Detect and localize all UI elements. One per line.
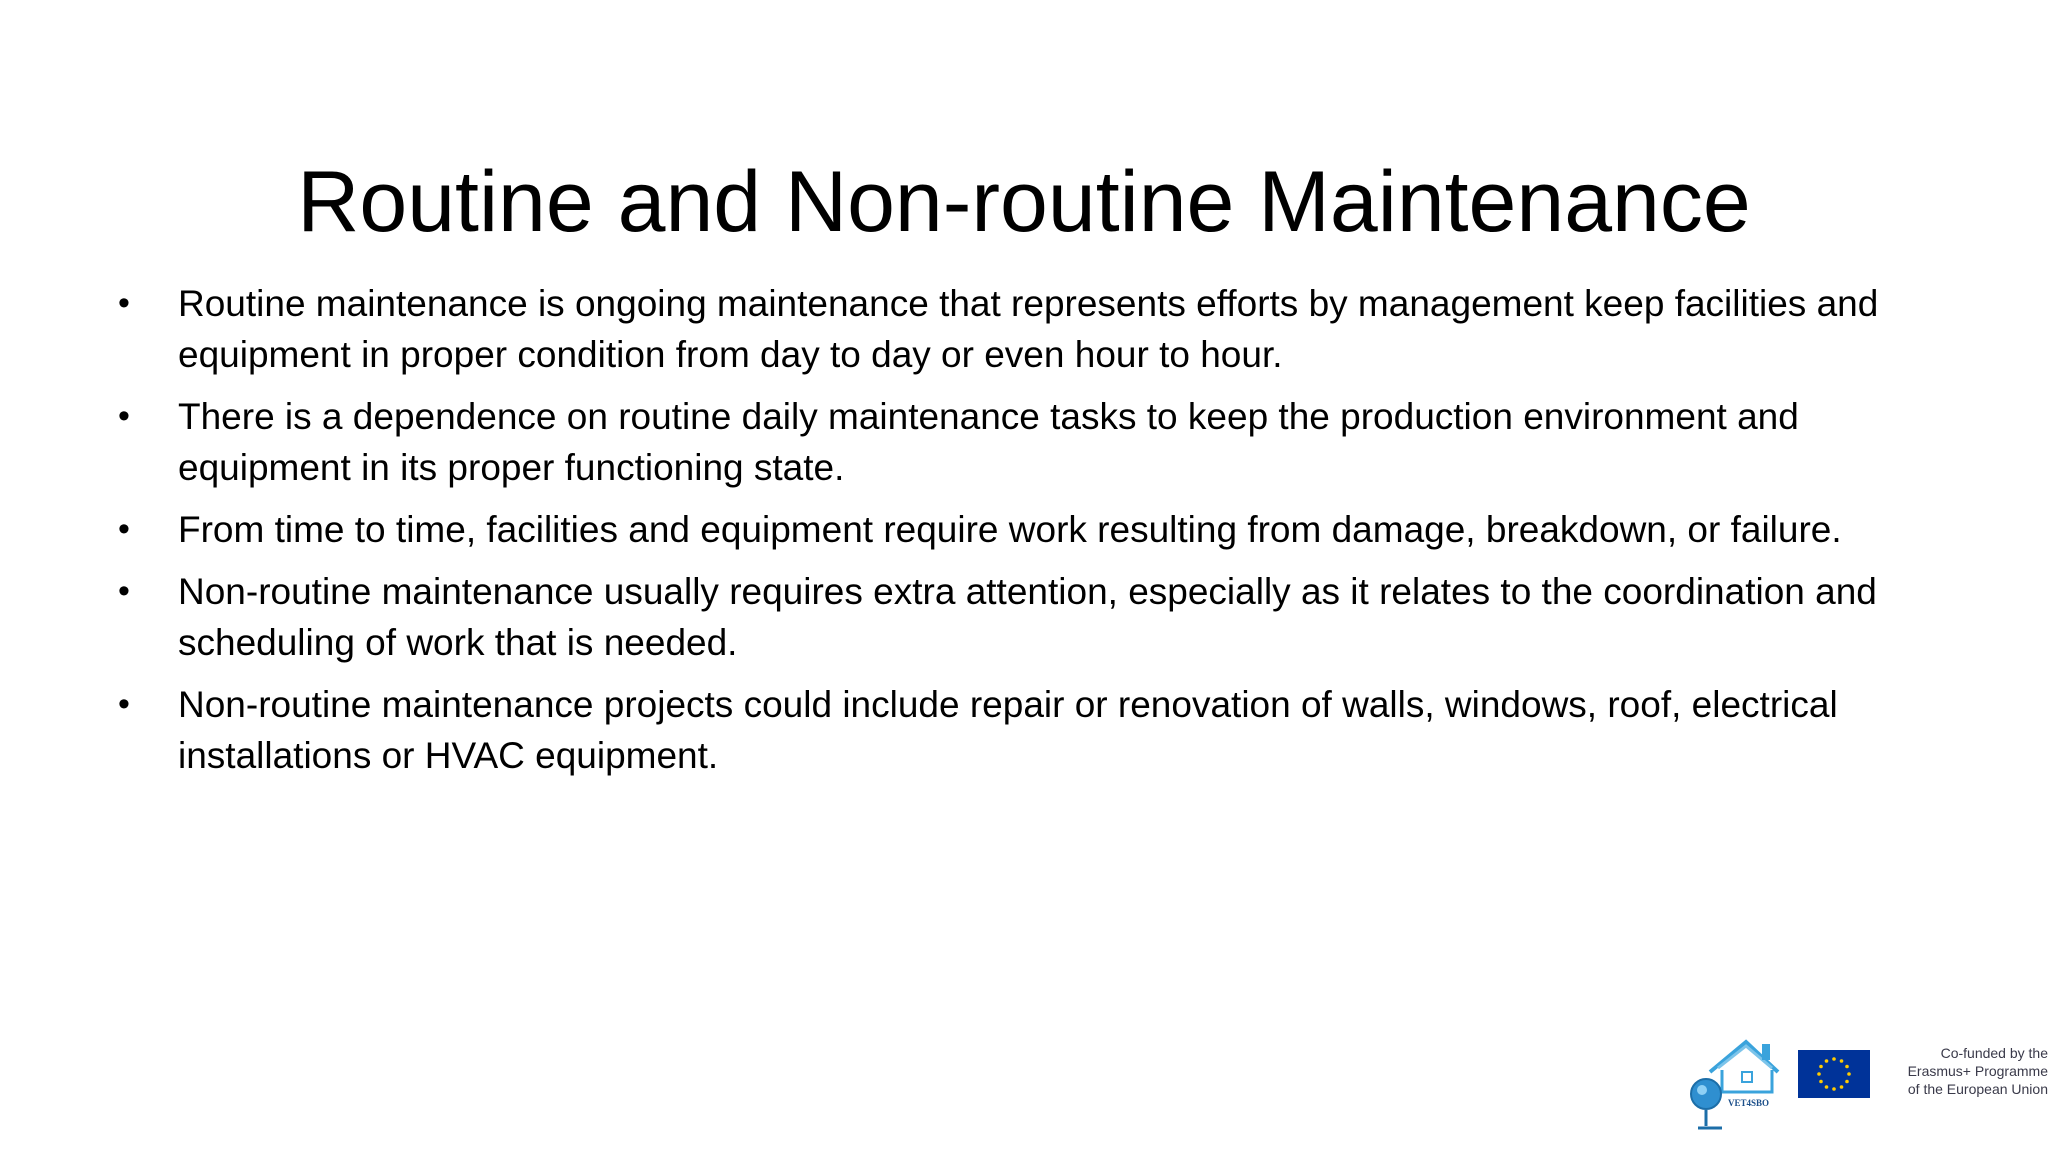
bullet-item <box>116 679 1946 781</box>
eu-text-line: Erasmus+ Programme <box>1907 1063 2048 1079</box>
bullet-icon: • <box>118 284 130 322</box>
bullet-item <box>116 504 1946 555</box>
vet4sbo-logo-icon <box>1688 1034 1784 1134</box>
bullet-item <box>116 566 1946 668</box>
vet4sbo-logo-text: VET4SBO <box>1728 1098 1770 1108</box>
eu-flag-icon <box>1798 1050 1870 1098</box>
bullet-item <box>116 391 1946 493</box>
eu-text-line: of the European Union <box>1907 1081 2048 1097</box>
bullet-text: Non-routine maintenance projects could include repair or renovation of walls, windows, roof, electrical installations or HVAC equipment. <box>178 684 1838 776</box>
eu-text-line: Co-funded by the <box>1940 1045 2048 1061</box>
bullet-text: Routine maintenance is ongoing maintenance that represents efforts by management keep facilities and equipment in proper condition from day to day or even hour to hour. <box>178 283 1879 375</box>
footer-logos <box>1688 1034 2048 1134</box>
bullet-icon: • <box>118 572 130 610</box>
bullet-list <box>116 278 1946 792</box>
bullet-item <box>116 278 1946 380</box>
slide-title: Routine and Non-routine Maintenance <box>297 153 1751 250</box>
bullet-text: Non-routine maintenance usually requires extra attention, especially as it relates to the coordination and scheduling of work that is needed. <box>178 571 1877 663</box>
bullet-text: From time to time, facilities and equipment require work resulting from damage, breakdown, or failure. <box>178 509 1842 550</box>
bullet-icon: • <box>118 510 130 548</box>
bullet-icon: • <box>118 397 130 435</box>
bullet-text: There is a dependence on routine daily maintenance tasks to keep the production environment and equipment in its proper functioning state. <box>178 396 1799 488</box>
eu-funding-text <box>1876 1044 2048 1098</box>
bullet-icon: • <box>118 685 130 723</box>
